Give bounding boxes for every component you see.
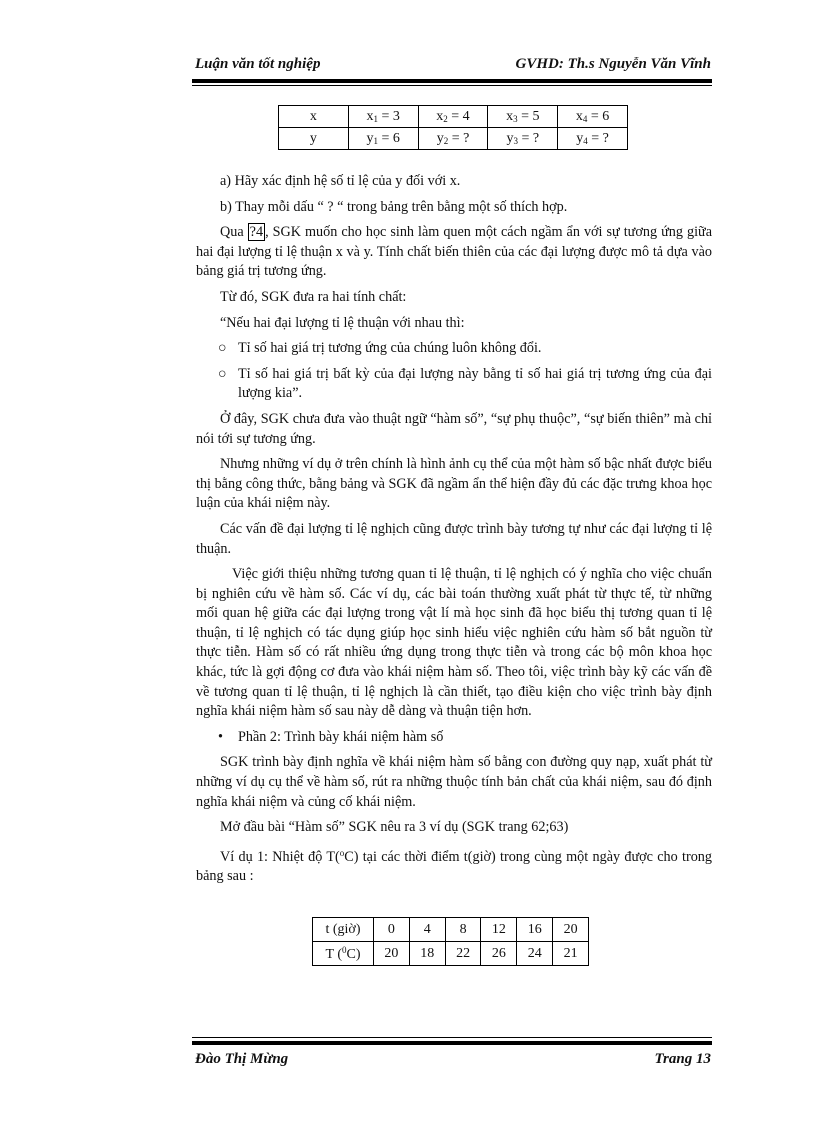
exercise-item-a: a) Hãy xác định hệ số tỉ lệ của y đối với x. <box>220 173 461 189</box>
table-cell: 20 <box>374 942 410 966</box>
paragraph: Mở đầu bài “Hàm số” SGK nêu ra 3 ví dụ (SGK trang 62;63) <box>220 819 569 836</box>
header-rule-thick <box>192 79 712 83</box>
table-cell: 0 <box>374 918 410 942</box>
table-row <box>313 942 589 966</box>
table-cell: $x_2 = 4$ <box>418 106 488 128</box>
header-rule-thin <box>192 85 712 86</box>
table-cell: 18 <box>409 942 445 966</box>
table-row <box>279 128 628 150</box>
footer-author: Đào Thị Mừng <box>195 1051 289 1067</box>
page-body <box>196 172 712 893</box>
footer-rule-thin <box>192 1037 712 1038</box>
footer-rule-thick <box>192 1041 712 1045</box>
list-item: • Phần 2: Trình bày khái niệm hàm số <box>196 728 712 748</box>
page-number: Trang 13 <box>654 1051 711 1067</box>
table-row <box>279 106 628 128</box>
question-ref-box: ?4 <box>249 224 264 241</box>
table-cell: 16 <box>517 918 553 942</box>
page-footer <box>195 1051 711 1073</box>
table-cell: 12 <box>481 918 517 942</box>
dot-bullet-icon: • <box>218 728 223 745</box>
paragraph: Nhưng những ví dụ ở trên chính là hình ảnh cụ thể của một hàm số bậc nhất được biểu thị bằng công thức, bằng bảng và SGK đã ngầm ẩn thể hiện đầy đủ các đặc trưng khoa học luận của khái niệm này. <box>196 456 712 512</box>
header-advisor: GVHD: Th.s Nguyễn Văn Vĩnh <box>515 56 711 72</box>
table-cell: $y_4$ = ? <box>558 128 628 150</box>
paragraph: Việc giới thiệu những tương quan tỉ lệ thuận, tỉ lệ nghịch có ý nghĩa cho việc chuẩn bị nghiên cứu về hàm số. Các ví dụ, các bài toán thường xuất phát từ thực tế, từ những mối quan hệ giữa các đại lượng trong vật lí mà học sinh đã học biểu thị tương quan tỉ lệ thuận, tỉ lệ nghịch có tác dụng giúp học sinh hiểu việc nghiên cứu hàm số bắt nguồn từ thực tiễn. Hàm số có rất nhiều ứng dụng trong thực tiễn và trong các bộ môn khoa học khác, tức là gợi động cơ đưa vào khái niệm hàm số. Theo tôi, việc trình bày kỹ các vấn đề về tương quan tỉ lệ thuận, tỉ lệ nghịch là cần thiết, tạo điều kiện cho việc trình bày định nghĩa khái niệm hàm số sau này dễ dàng và thuận tiện hơn. <box>196 566 712 720</box>
table-row <box>313 918 589 942</box>
table-cell: x <box>279 106 349 128</box>
table-cell: $y_1 = 6$ <box>348 128 418 150</box>
table-cell: 20 <box>553 918 589 942</box>
paragraph: Ví dụ 1: Nhiệt độ T($^o$C) tại các thời điểm t(giờ) trong cùng một ngày được cho trong bảng sau : <box>196 847 712 885</box>
paragraph: “Nếu hai đại lượng tỉ lệ thuận với nhau thì: <box>220 314 465 331</box>
table-cell: T ($^0$C) <box>313 942 374 966</box>
table-cell: $x_3 = 5$ <box>488 106 558 128</box>
paragraph: SGK trình bày định nghĩa về khái niệm hàm số bằng con đường quy nạp, xuất phát từ những ví dụ cụ thể về hàm số, rút ra những thuộc tính bản chất của khái niệm, sau đó định nghĩa khái niệm và củng cố khái niệm. <box>196 754 712 810</box>
circle-bullet-icon: ○ <box>218 365 227 382</box>
table-cell: 24 <box>517 942 553 966</box>
table-cell: $y_3$ = ? <box>488 128 558 150</box>
paragraph: Qua ?4 , SGK muốn cho học sinh làm quen một cách ngầm ẩn với sự tương ứng giữa hai đại lượng tỉ lệ thuận x và y. Tính chất biến thiên của các đại lượng được mô tả dựa vào bảng giá trị tương ứng. <box>196 224 712 280</box>
table-cell: $x_4 = 6$ <box>558 106 628 128</box>
table-cell: 8 <box>445 918 481 942</box>
header-title: Luận văn tốt nghiệp <box>195 56 321 72</box>
table-cell: 22 <box>445 942 481 966</box>
table-cell: 21 <box>553 942 589 966</box>
list-item: ○ Tỉ số hai giá trị bất kỳ của đại lượng này bằng tỉ số hai giá trị tương ứng của đại lượng kia”. <box>218 365 712 402</box>
proportion-table <box>278 105 628 150</box>
table-cell: y <box>279 128 349 150</box>
table-cell: 26 <box>481 942 517 966</box>
paragraph: Ở đây, SGK chưa đưa vào thuật ngữ “hàm số”, “sự phụ thuộc”, “sự biến thiên” mà chỉ nói tới sự tương ứng. <box>196 410 712 447</box>
table-cell: $y_2$ = ? <box>418 128 488 150</box>
paragraph: Các vấn đề đại lượng tỉ lệ nghịch cũng được trình bày tương tự như các đại lượng tỉ lệ thuận. <box>196 520 712 557</box>
table-cell: $x_1 = 3$ <box>348 106 418 128</box>
temperature-table <box>312 917 589 966</box>
list-item: ○ Tỉ số hai giá trị tương ứng của chúng luôn không đổi. <box>196 339 712 359</box>
page-header <box>195 56 711 78</box>
table-cell: 4 <box>409 918 445 942</box>
table-cell: t (giờ) <box>313 918 374 942</box>
circle-bullet-icon: ○ <box>218 340 227 357</box>
paragraph: Từ đó, SGK đưa ra hai tính chất: <box>220 288 407 305</box>
exercise-item-b: b) Thay mỗi dấu “ ? “ trong bảng trên bằng một số thích hợp. <box>220 198 568 215</box>
